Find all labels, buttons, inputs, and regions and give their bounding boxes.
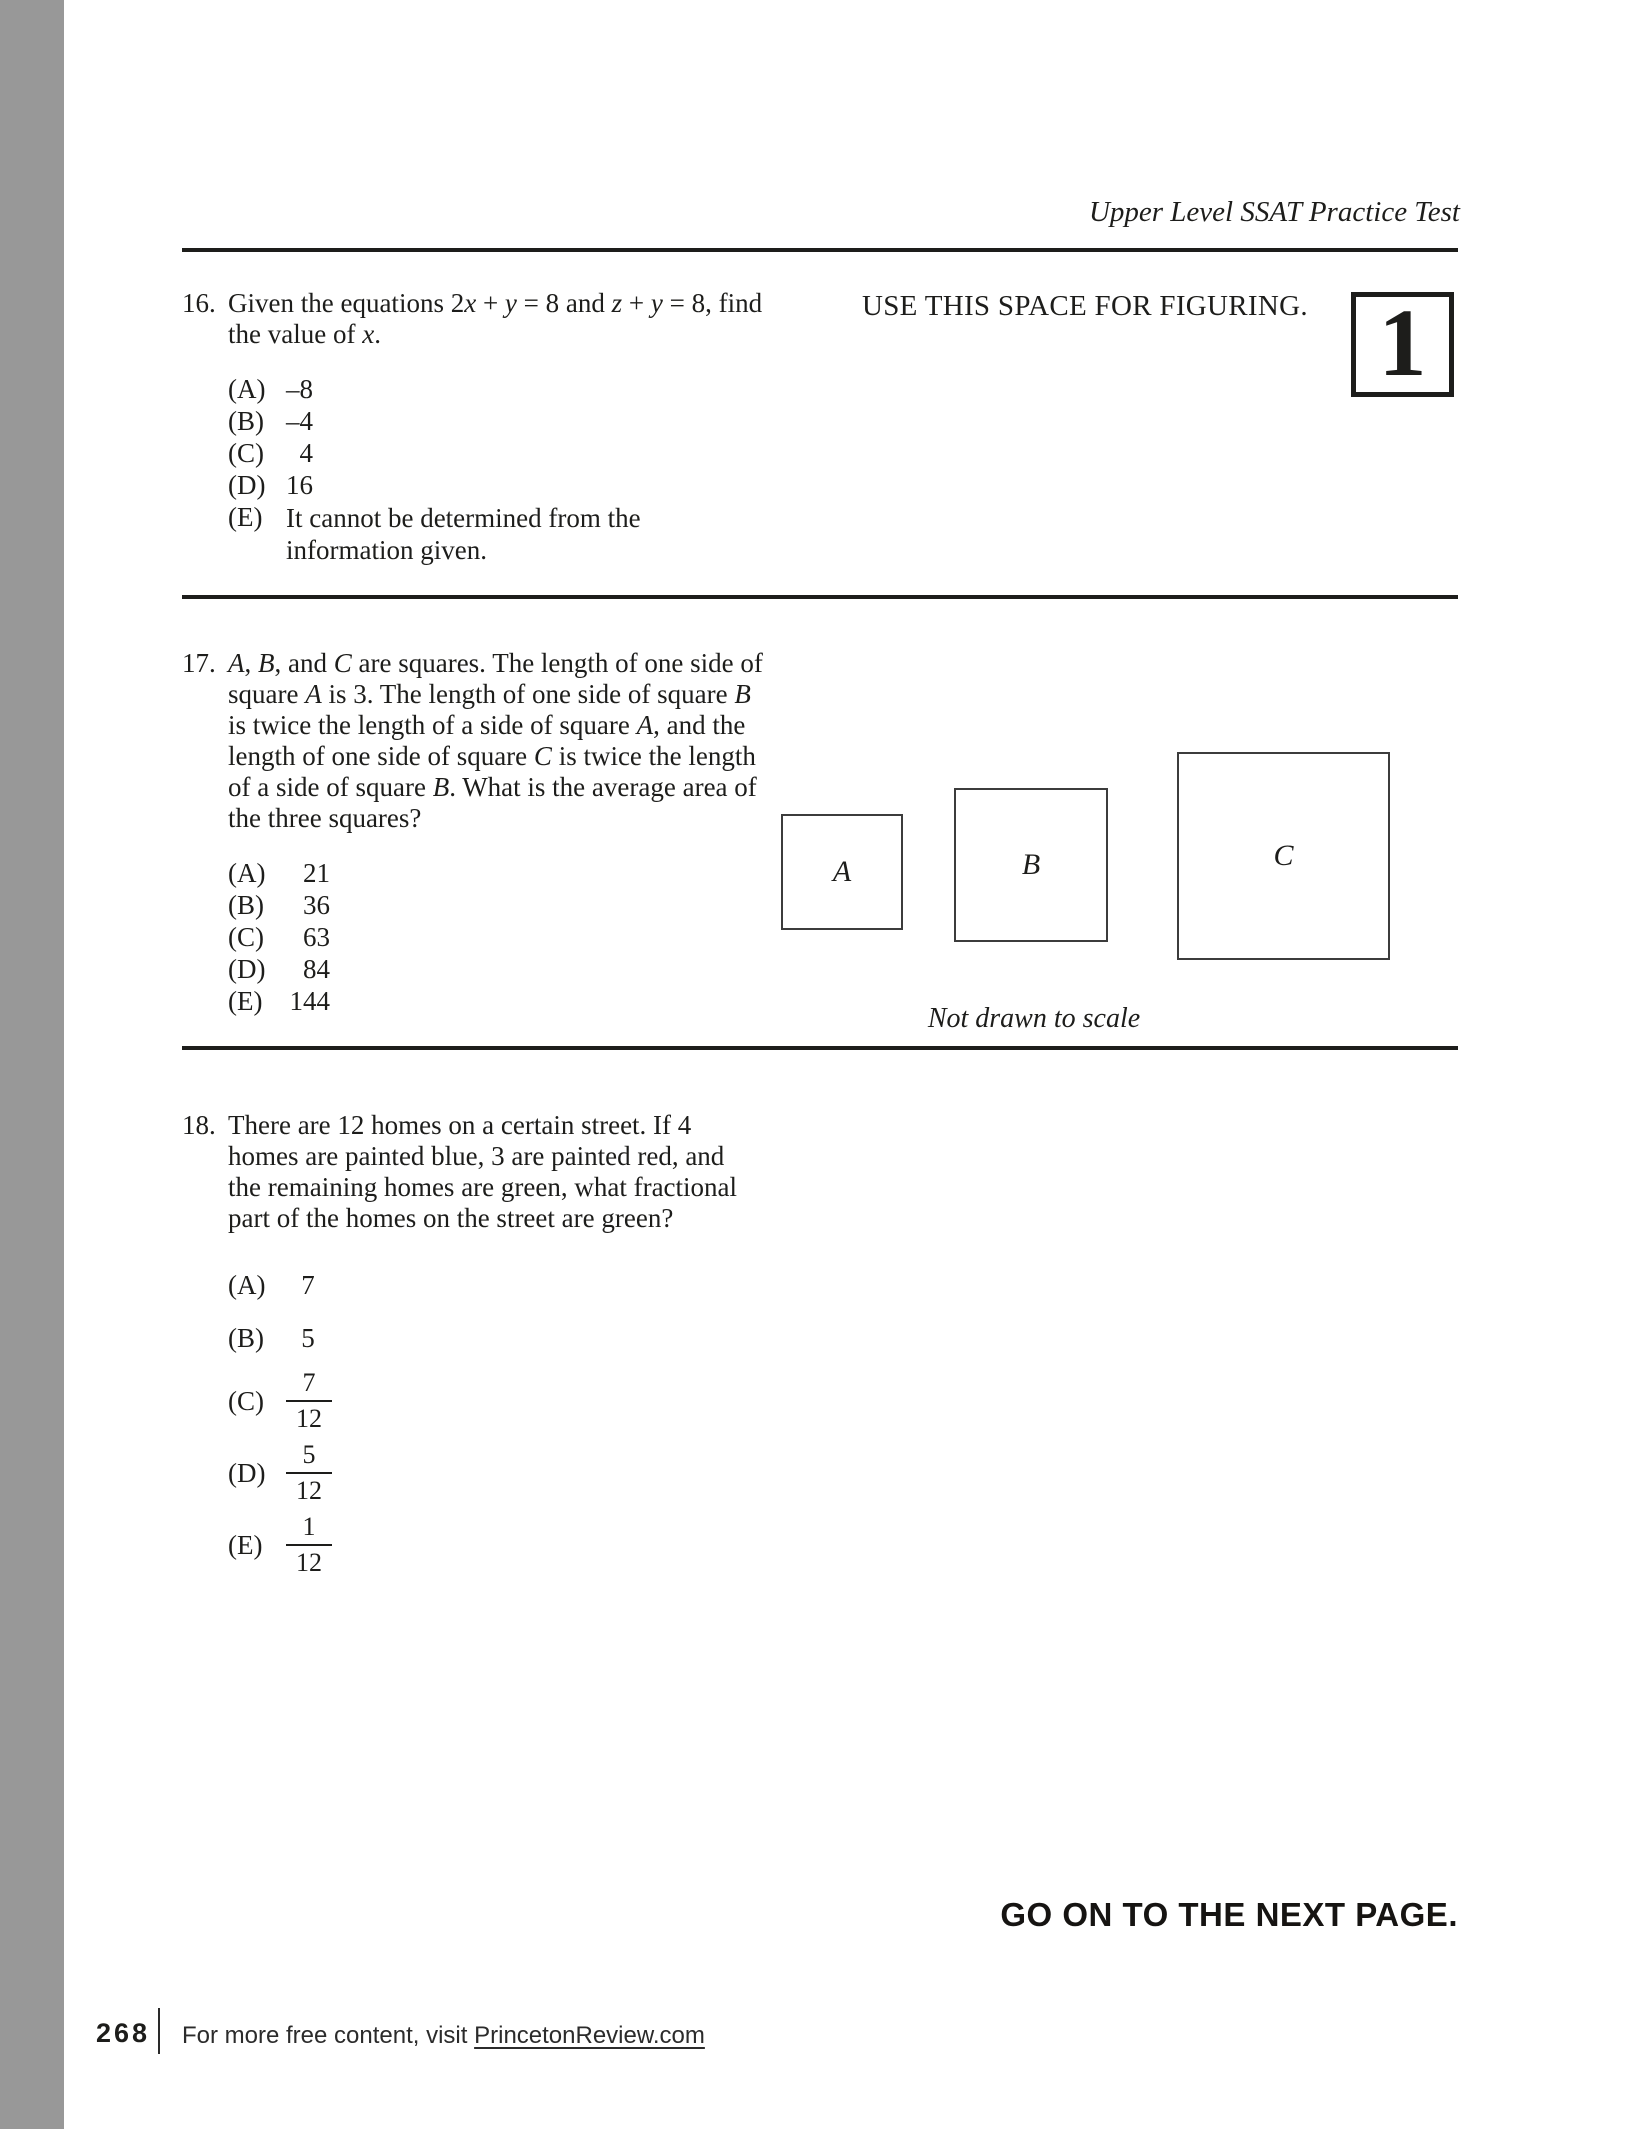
choice-label: (C) <box>228 438 264 468</box>
choice-label: (B) <box>228 890 264 920</box>
footer-link[interactable]: PrincetonReview.com <box>474 2022 705 2049</box>
footer-note <box>182 2022 705 2050</box>
choice-label: (C) <box>228 1385 264 1416</box>
q16-choice-e <box>228 502 641 566</box>
question-16-prompt: Given the equations 2x + y = 8 and z + y = 8, find the value of x. <box>228 288 763 349</box>
question-16-number: 16. <box>182 288 216 318</box>
fraction-denominator: 12 <box>286 1472 332 1506</box>
figuring-note: USE THIS SPACE FOR FIGURING. <box>862 290 1308 322</box>
diagram-caption: Not drawn to scale <box>927 1003 1141 1034</box>
section-number-box <box>1351 288 1454 397</box>
choice-fraction <box>286 1440 332 1506</box>
choice-value: 7 <box>301 1270 315 1300</box>
q18-choice-a <box>228 1270 330 1301</box>
fraction-numerator: 5 <box>302 1440 316 1469</box>
q17-choice-b <box>228 890 330 921</box>
choice-label: (E) <box>228 986 263 1016</box>
q16-choice-c <box>228 438 313 469</box>
choice-fraction <box>286 1368 332 1434</box>
choice-value: 144 <box>289 986 330 1016</box>
square-a-label: A <box>832 855 852 888</box>
q16-choice-a <box>228 374 313 405</box>
fraction-numerator: 1 <box>302 1512 316 1541</box>
choice-value: 5 <box>301 1323 315 1353</box>
fraction-denominator: 12 <box>286 1544 332 1578</box>
section-number: 1 <box>1378 288 1427 396</box>
choice-value: 4 <box>299 438 313 468</box>
page-number: 268 <box>96 2018 151 2048</box>
choice-label: (D) <box>228 1457 266 1488</box>
diagram-square-c <box>1177 752 1390 960</box>
question-17-prompt: A, B, and C are squares. The length of one side of square A is 3. The length of one side of square B is twice the length of a side of square A, and the length of one side of square C is twice the length of a side of square B. What is the average area of the three squares? <box>228 648 763 833</box>
q16-choice-b <box>228 406 313 437</box>
choice-label: (C) <box>228 922 264 952</box>
choice-fraction <box>286 1512 332 1578</box>
question-17-number: 17. <box>182 648 216 678</box>
q17-choice-e <box>228 986 330 1017</box>
choice-label: (E) <box>228 1529 263 1560</box>
choice-label: (A) <box>228 858 266 888</box>
question-18-prompt: There are 12 homes on a certain street. If 4 homes are painted blue, 3 are painted red, and the remaining homes are green, what fractional part of the homes on the street are green? <box>228 1110 738 1233</box>
choice-value: 16 <box>286 470 313 500</box>
square-b-label: B <box>1021 848 1041 881</box>
q18-choice-e <box>228 1512 332 1578</box>
q18-choice-c <box>228 1368 332 1434</box>
choice-label: (B) <box>228 1323 264 1353</box>
header-rule <box>182 248 1458 252</box>
q18-choice-b <box>228 1323 330 1354</box>
choice-label: (A) <box>228 1270 266 1300</box>
question-18-number: 18. <box>182 1110 216 1140</box>
fraction-denominator: 12 <box>286 1400 332 1434</box>
square-c-label: C <box>1273 839 1294 872</box>
choice-label: (D) <box>228 470 266 500</box>
fraction-numerator: 7 <box>302 1368 316 1397</box>
diagram-square-a <box>781 814 903 930</box>
diagram-square-b <box>954 788 1108 942</box>
q17-choice-a <box>228 858 330 889</box>
choice-value: It cannot be determined from the information given. <box>286 503 641 565</box>
choice-label: (D) <box>228 954 266 984</box>
choice-value: –8 <box>286 374 313 404</box>
question-divider-rule <box>182 1046 1458 1050</box>
choice-label: (A) <box>228 374 266 404</box>
q17-choice-d <box>228 954 330 985</box>
choice-label: (E) <box>228 502 263 532</box>
choice-value: 63 <box>303 922 330 952</box>
running-header: Upper Level SSAT Practice Test <box>1088 196 1460 228</box>
choice-value: 36 <box>303 890 330 920</box>
go-on-instruction: GO ON TO THE NEXT PAGE. <box>1000 1896 1458 1933</box>
choice-value: 21 <box>303 858 330 888</box>
q18-choice-d <box>228 1440 332 1506</box>
q16-choice-d <box>228 470 313 501</box>
footer-note-text: For more free content, visit <box>182 2022 475 2049</box>
footer-divider <box>158 2008 160 2054</box>
question-divider-rule <box>182 595 1458 599</box>
page-edge-gray-bar <box>0 0 64 2129</box>
choice-label: (B) <box>228 406 264 436</box>
choice-value: –4 <box>286 406 313 436</box>
q17-choice-c <box>228 922 330 953</box>
choice-value: 84 <box>303 954 330 984</box>
